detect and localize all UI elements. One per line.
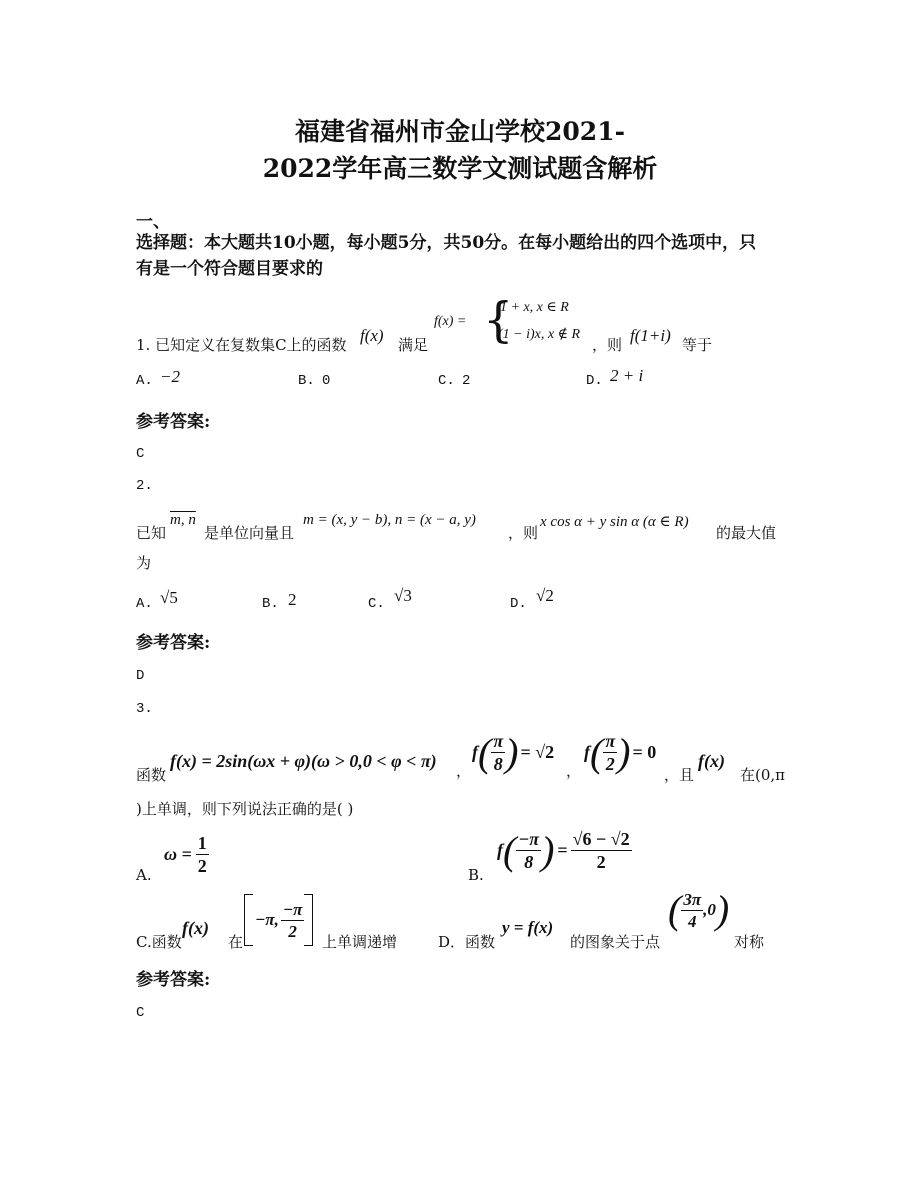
q3-option-c-int-fraction (281, 901, 305, 940)
q3-cond1-lparen: ( (478, 729, 492, 775)
q1-brace: { (483, 292, 514, 348)
q3-cond2-f: f (584, 742, 590, 762)
q3-mid: ，且 (664, 766, 695, 784)
q3-cond1-den: 8 (493, 754, 503, 774)
q3-cond2-lparen: ( (590, 729, 604, 775)
q3-answer-label: 参考答案: (136, 970, 211, 990)
q1-option-c-letter: C. (438, 373, 455, 389)
q3-condition-1 (472, 729, 555, 775)
q3-option-c-fx: f(x) (182, 918, 209, 938)
q3-option-a (164, 834, 209, 875)
q3-option-b-rhs-den: 2 (596, 852, 606, 872)
q1-suffix: 等于 (682, 336, 713, 354)
q3-option-d-num: 3π (683, 889, 702, 909)
q2-option-c-letter: C. (368, 596, 385, 612)
q3-option-a-letter: A. (136, 866, 152, 884)
q3-option-c-in: 在 (228, 933, 244, 951)
q3-cond1-num: π (493, 731, 504, 751)
q3-option-d-mid: 的图象关于点 (570, 933, 661, 951)
q3-cond1-rparen: ) (505, 729, 519, 775)
q2-answer: D (136, 668, 145, 684)
q1-mid: 满足 (398, 336, 429, 354)
q3-option-d-zero: ,0 (703, 900, 716, 919)
q3-option-d-y: y = f(x) (502, 918, 554, 937)
q3-fx: f(x) (698, 751, 725, 771)
q3-answer: C (136, 1005, 145, 1021)
q2-option-c-value: √3 (394, 586, 412, 605)
title-line-2: 2022学年高三数学文测试题含解析 (262, 154, 658, 183)
q3-cond1-fraction (491, 732, 505, 773)
q1-option-b-letter: B. (298, 373, 315, 389)
q3-tail: 在(0,π (740, 766, 786, 784)
q3-line-2: )上单调，则下列说法正确的是( ) (136, 800, 354, 818)
q2-option-b-value: 2 (288, 590, 297, 609)
q3-sep-2: ， (566, 762, 582, 780)
q1-option-b-value: 0 (322, 373, 331, 389)
q1-answer: C (136, 446, 145, 462)
q3-option-b-letter: B. (468, 866, 484, 884)
q3-option-d-rparen: ) (715, 887, 730, 932)
q3-option-b-rhs-num: √6 − √2 (572, 829, 630, 849)
section-heading-line-2: 有是一个符合题目要求的 (136, 259, 323, 279)
q3-option-b (497, 827, 632, 873)
q1-f1i: f(1+i) (630, 326, 671, 345)
q3-option-a-num: 1 (197, 833, 207, 853)
q1-then: ，则 (592, 336, 623, 354)
q1-option-d-letter: D. (586, 373, 603, 389)
q1-fx: f(x) (360, 326, 384, 345)
q3-option-b-num: −π (518, 829, 540, 849)
q3-cond1-f: f (472, 742, 478, 762)
q3-option-c-int-num: −π (282, 899, 303, 919)
q3-option-b-rhs-fraction (571, 830, 632, 871)
q3-function: f(x) = 2sin(ωx + φ)(ω > 0,0 < φ < π) (170, 751, 437, 771)
q3-option-d-lparen: ( (668, 887, 682, 932)
q2-number: 2. (136, 478, 153, 494)
q3-number: 3. (136, 701, 153, 717)
q3-sep-1: ， (456, 762, 472, 780)
q3-option-b-den: 8 (524, 852, 534, 872)
q1-answer-label: 参考答案: (136, 412, 211, 432)
q3-cond2-rhs: = 0 (632, 742, 657, 762)
q3-option-c-interval (244, 894, 313, 946)
section-heading-line-1: 选择题：本大题共10小题，每小题5分，共50分。在每小题给出的四个选项中，只 (136, 233, 757, 253)
q3-option-c-suffix: 上单调递增 (322, 933, 398, 951)
q3-option-a-den: 2 (197, 856, 207, 876)
q3-option-a-fraction (196, 834, 209, 875)
q3-option-c-prefix: C.函数 (136, 933, 182, 951)
section-number: 一、 (136, 212, 170, 232)
q3-option-d-prefix: D．函数 (438, 933, 496, 951)
q1-fx-eq: f(x) = (434, 314, 467, 329)
q2-suffix: 的最大值 (716, 524, 777, 542)
q2-answer-label: 参考答案: (136, 633, 211, 653)
q3-cond2-rparen: ) (617, 729, 631, 775)
q3-option-d-suffix: 对称 (734, 933, 765, 951)
q2-line-2: 为 (136, 554, 152, 572)
q1-option-a-letter: A. (136, 373, 153, 389)
q3-option-c-int-left: −π, (255, 910, 279, 929)
q3-option-b-lparen: ( (503, 827, 517, 873)
q2-option-a-value: √5 (160, 588, 178, 607)
q2-option-b-letter: B. (262, 596, 279, 612)
q3-option-b-eq: = (557, 840, 568, 860)
q1-option-c-value: 2 (462, 373, 471, 389)
title-line-1: 福建省福州市金山学校2021- (295, 117, 625, 146)
q3-option-d-den: 4 (687, 911, 697, 931)
q2-vectors: m, n (170, 512, 196, 528)
q3-option-d-fraction (681, 891, 703, 930)
q1-prefix: 1. 已知定义在复数集C上的函数 (136, 336, 347, 354)
q3-option-c-int-den: 2 (288, 921, 297, 941)
q2-prefix: 已知 (136, 524, 167, 542)
q1-case-2: (1 − i)x, x ∉ R (498, 327, 581, 342)
q2-option-d-value: √2 (536, 586, 554, 605)
q1-case-1: 1 + x, x ∈ R (500, 300, 569, 315)
q3-option-b-rparen: ) (541, 827, 555, 873)
q2-option-a-letter: A. (136, 596, 153, 612)
q1-option-a-value: −2 (160, 367, 180, 386)
q3-option-c-left-bracket (244, 894, 253, 946)
q3-cond1-rhs: = √2 (520, 742, 555, 762)
q3-cond2-num: π (605, 731, 616, 751)
q2-mid1: 是单位向量且 (204, 524, 295, 542)
q1-option-d-value: 2 + i (610, 366, 644, 385)
q3-option-d-point (668, 887, 730, 932)
q2-mid2: ，则 (508, 524, 539, 542)
q3-option-a-lhs: ω = (164, 844, 192, 864)
q3-condition-2 (584, 729, 657, 775)
q2-expression: x cos α + y sin α (α ∈ R) (540, 514, 689, 530)
q3-cond2-den: 2 (605, 754, 615, 774)
q3-option-b-f: f (497, 840, 503, 860)
q2-condition: m = (x, y − b), n = (x − a, y) (303, 512, 476, 528)
q3-prefix: 函数 (136, 766, 167, 784)
q2-option-d-letter: D. (510, 596, 527, 612)
q3-option-b-fraction (516, 830, 541, 871)
q3-option-c-right-bracket (304, 894, 313, 946)
q3-cond2-fraction (603, 732, 617, 773)
